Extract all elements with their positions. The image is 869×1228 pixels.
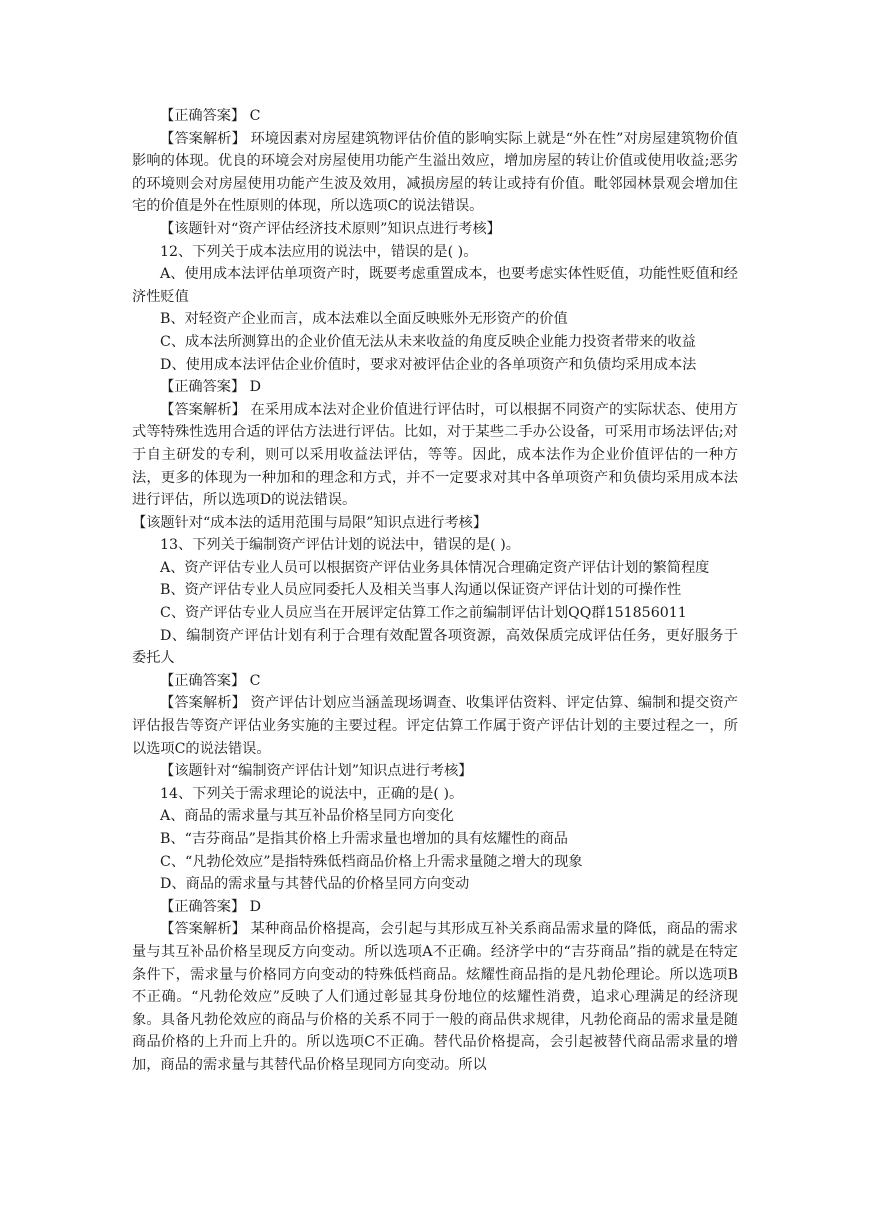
- option-12a: A、使用成本法评估单项资产时，既要考虑重置成本，也要考虑实体性贬值，功能性贬值和经济性贬值: [132, 266, 738, 305]
- question-13: 13、下列关于编制资产评估计划的说法中，错误的是( )。: [160, 537, 520, 554]
- option-14a: A、商品的需求量与其互补品价格呈同方向变化: [160, 808, 454, 825]
- option-13b: B、资产评估专业人员应同委托人及相关当事人沟通以保证资产评估计划的可操作性: [160, 582, 682, 599]
- option-12c: C、成本法所测算出的企业价值无法从未来收益的角度反映企业能力投资者带来的收益: [160, 333, 696, 350]
- analysis-q12: 【答案解析】 在采用成本法对企业价值进行评估时，可以根据不同资产的实际状态、使用方式等特殊性选用合适的评估方法进行评估。比如，对于某些二手办公设备，可采用市场法评估;对于自主研发的专利，则可以采用收益法评估，等等。因此，成本法作为企业价值评估的一种方法，更多的体现为一种加和的理念和方式，并不一定要求对其中各单项资产和负债均采用成本法进行评估，所以选项D的说法错误。: [132, 401, 738, 509]
- document-page: [132, 105, 738, 1077]
- topic-note-q11: 【该题针对“资产评估经济技术原则”知识点进行考核】: [160, 220, 501, 237]
- option-13c: C、资产评估专业人员应当在开展评定估算工作之前编制评估计划QQ群151856011: [160, 605, 687, 622]
- option-12d: D、使用成本法评估企业价值时，要求对被评估企业的各单项资产和负债均采用成本法: [160, 356, 697, 373]
- analysis-q11: 【答案解析】 环境因素对房屋建筑物评估价值的影响实际上就是“外在性”对房屋建筑物价值影响的体现。优良的环境会对房屋使用功能产生溢出效应，增加房屋的转让价值或使用收益;恶劣的环境则会对房屋使用功能产生波及效用，减损房屋的转让或持有价值。毗邻园林景观会增加住宅的价值是外在性原则的体现，所以选项C的说法错误。: [132, 130, 738, 215]
- option-13a: A、资产评估专业人员可以根据资产评估业务具体情况合理确定资产评估计划的繁简程度: [160, 559, 710, 576]
- question-14: 14、下列关于需求理论的说法中，正确的是( )。: [160, 785, 464, 802]
- answer-q11: 【正确答案】 C: [160, 108, 261, 124]
- option-14d: D、商品的需求量与其替代品的价格呈同方向变动: [160, 876, 470, 893]
- topic-note-q13: 【该题针对“编制资产评估计划”知识点进行考核】: [160, 763, 473, 780]
- answer-q14: 【正确答案】 D: [160, 898, 262, 915]
- option-14b: B、“吉芬商品”是指其价格上升需求量也增加的具有炫耀性的商品: [160, 831, 568, 847]
- analysis-q14: 【答案解析】 某种商品价格提高，会引起与其形成互补关系商品需求量的降低，商品的需求量与其互补品价格呈现反方向变动。所以选项A不正确。经济学中的“吉芬商品”指的就是在特定条件下，需求量与价格同方向变动的特殊低档商品。炫耀性商品指的是凡勃伦理论。所以选项B不正确。“凡勃伦效应”反映了人们通过彰显其身份地位的炫耀性消费，追求心理满足的经济现象。具备凡勃伦效应的商品与价格的关系不同于一般的商品供求规律，凡勃伦商品的需求量是随商品价格的上升而上升的。所以选项C不正确。替代品价格提高，会引起被替代商品需求量的增加，商品的需求量与其替代品价格呈现同方向变动。所以: [132, 921, 738, 1073]
- option-12b: B、对轻资产企业而言，成本法难以全面反映账外无形资产的价值: [160, 311, 568, 328]
- option-14c: C、“凡勃伦效应”是指特殊低档商品价格上升需求量随之增大的现象: [160, 853, 583, 870]
- topic-note-q12: 【该题针对“成本法的适用范围与局限”知识点进行考核】: [132, 514, 488, 531]
- option-13d: D、编制资产评估计划有利于合理有效配置各项资源，高效保质完成评估任务，更好服务于委托人: [132, 627, 738, 667]
- answer-q12: 【正确答案】 D: [160, 379, 262, 396]
- analysis-q13: 【答案解析】 资产评估计划应当涵盖现场调查、收集评估资料、评定估算、编制和提交资产评估报告等资产评估业务实施的主要过程。评定估算工作属于资产评估计划的主要过程之一，所以选项C的说法错误。: [132, 695, 738, 757]
- question-12: 12、下列关于成本法应用的说法中，错误的是( )。: [160, 243, 478, 260]
- answer-q13: 【正确答案】 C: [160, 672, 261, 689]
